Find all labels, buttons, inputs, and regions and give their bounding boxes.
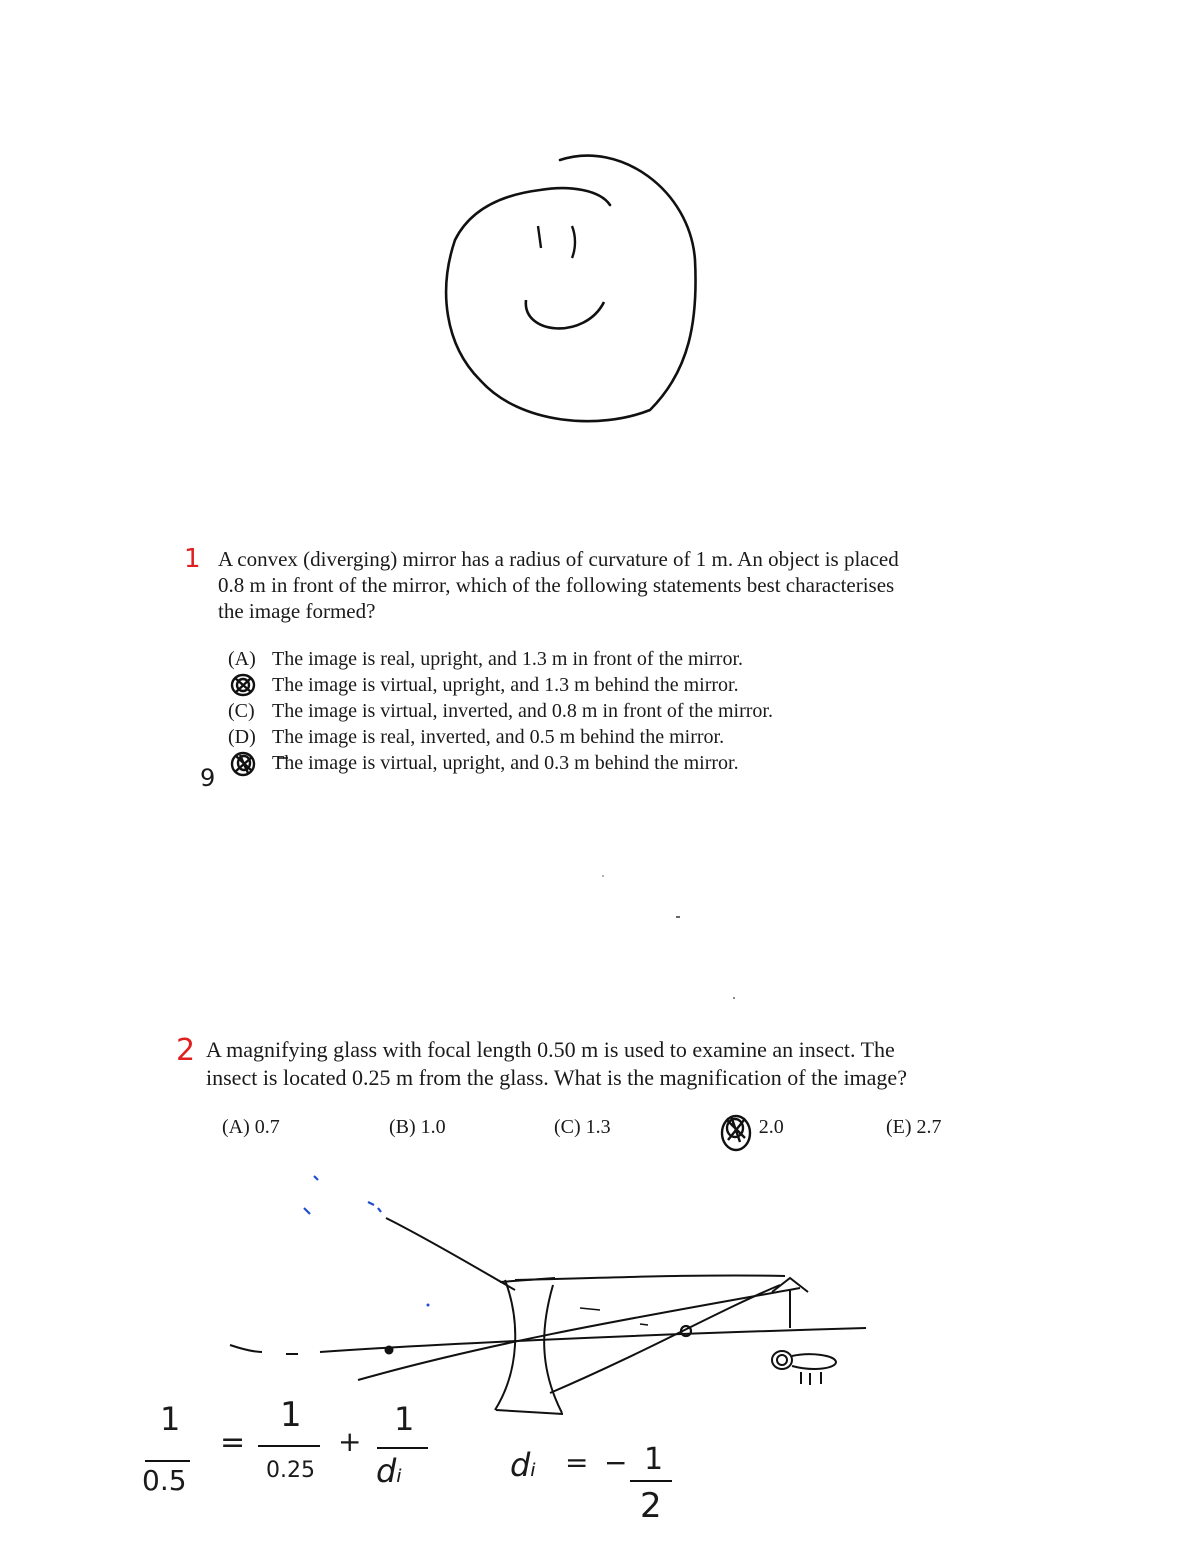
eq-plus: +: [338, 1425, 362, 1458]
q2-option-b-label: (B): [389, 1116, 416, 1138]
focal-point-left: [385, 1346, 394, 1355]
eq-lhs-num: 1: [160, 1400, 181, 1438]
q1-option-a-label: (A): [228, 648, 256, 670]
blue-mark-3: [368, 1202, 381, 1212]
q1-option-d-label: (D): [228, 726, 256, 748]
result-sign: −: [604, 1446, 628, 1479]
eq-t2-den: dᵢ: [376, 1452, 403, 1490]
q1-option-e-text: The image is virtual, upright, and 0.3 m behind the mirror.: [272, 752, 739, 774]
optical-axis: [230, 1328, 866, 1354]
q1-margin-note: 9: [200, 764, 216, 792]
q2-hand-number: 2: [176, 1033, 196, 1068]
q2-option-d-scribble: [722, 1116, 750, 1150]
ray-lower: [550, 1285, 780, 1393]
q2-option-a-label: (A): [222, 1116, 250, 1138]
eq-lhs-den: 0.5: [142, 1464, 187, 1497]
q1-text-line3: the image formed?: [218, 599, 376, 623]
result-var: dᵢ: [510, 1446, 537, 1484]
q1-text-line2: 0.8 m in front of the mirror, which of the following statements best characterises: [218, 573, 895, 597]
q2-option-b-value: 1.0: [420, 1116, 446, 1138]
q2-text-line1: A magnifying glass with focal length 0.50 m is used to examine an insect. The: [206, 1037, 895, 1062]
q1-option-d-text: The image is real, inverted, and 0.5 m behind the mirror.: [272, 726, 725, 748]
q1-option-c-text: The image is virtual, inverted, and 0.8 m in front of the mirror.: [272, 700, 773, 722]
blue-mark-1: [314, 1176, 318, 1180]
lens: [495, 1278, 563, 1414]
q2-option-e-value: 2.7: [916, 1116, 942, 1138]
ray-incoming: [386, 1218, 515, 1290]
q2-option-e-label: (E): [886, 1116, 912, 1138]
q1-hand-number: 1: [184, 544, 201, 574]
eq-t1-num: 1: [280, 1395, 302, 1435]
ray-top: [515, 1275, 785, 1280]
blue-dot: [427, 1304, 430, 1307]
q2-option-c-label: (C): [554, 1116, 581, 1138]
q2-text-line2: insect is located 0.25 m from the glass. What is the magnification of the image?: [206, 1065, 907, 1090]
q2-option-d-value: 2.0: [758, 1116, 784, 1138]
q1-text-line1: A convex (diverging) mirror has a radius of curvature of 1 m. An object is placed: [218, 547, 899, 571]
eq-equals: =: [220, 1425, 246, 1460]
insect-doodle: [772, 1351, 836, 1385]
q2-option-c-value: 1.3: [585, 1116, 611, 1138]
q2-option-a-value: 0.7: [254, 1116, 280, 1138]
result-num: 1: [644, 1442, 664, 1477]
eq-t1-den: 0.25: [266, 1458, 315, 1483]
ray-long-diagonal: [358, 1288, 800, 1380]
q1-option-c-label: (C): [228, 700, 255, 722]
q1-option-a-text: The image is real, upright, and 1.3 m in front of the mirror.: [272, 648, 743, 670]
q1-option-b-text: The image is virtual, upright, and 1.3 m behind the mirror.: [272, 674, 739, 696]
result-eq: =: [565, 1446, 589, 1479]
eq-t2-num: 1: [394, 1400, 415, 1438]
blue-mark-2: [304, 1208, 310, 1214]
result-den: 2: [640, 1486, 662, 1526]
